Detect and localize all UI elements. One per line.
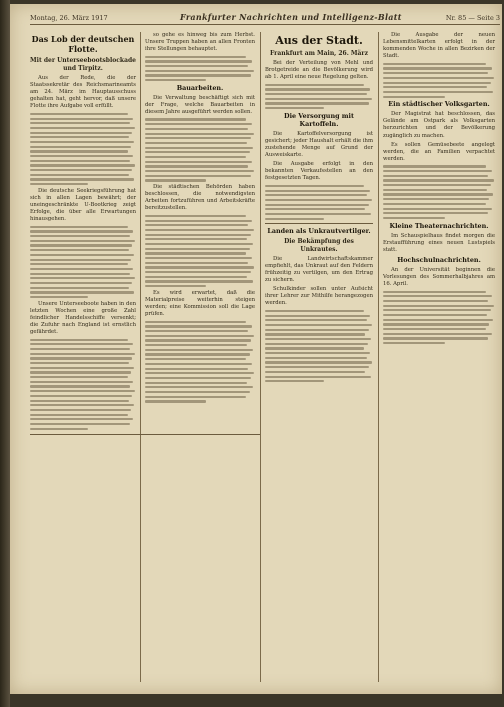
print-line	[30, 244, 132, 246]
print-line	[145, 368, 248, 370]
print-line	[265, 204, 369, 206]
text-lines	[145, 321, 255, 403]
print-line	[145, 234, 251, 236]
paragraph: Die Ausgabe erfolgt in den bekannten Verkaufsstellen an den festgesetzten Tagen.	[265, 161, 373, 182]
print-line	[145, 382, 247, 384]
print-line	[145, 220, 252, 222]
print-line	[30, 390, 135, 392]
print-line	[145, 335, 254, 337]
print-line	[265, 366, 369, 368]
masthead: Frankfurter Nachrichten und Intelligenz-Blatt	[180, 12, 402, 22]
print-line	[145, 142, 247, 144]
print-line	[30, 348, 130, 350]
print-line	[145, 70, 254, 72]
print-line	[265, 371, 365, 373]
print-line	[30, 230, 133, 232]
paragraph: Die deutsche Seekriegsführung hat sich in allen Lagen bewährt; der uneingeschränkte U-Bootkrieg zeigt Erfolge, die über alle Erwartungen hinausgehen.	[30, 187, 136, 223]
print-line	[265, 102, 369, 104]
print-line	[265, 84, 364, 86]
header-date: Montag, 26. März 1917	[30, 14, 108, 22]
article-subtitle: Mit der Unterseebootsblockade und Tirpitz.	[30, 57, 136, 72]
text-lines	[30, 339, 136, 430]
print-line	[30, 118, 133, 120]
print-line	[145, 156, 246, 158]
column-divider	[140, 32, 141, 682]
print-line	[145, 396, 246, 398]
paragraph: Der Magistrat hat beschlossen, das Gelände am Ostpark als Volksgarten herzurichten und der Bevölkerung zugänglich zu machen.	[383, 111, 495, 139]
print-line	[30, 277, 135, 279]
print-line	[30, 136, 129, 138]
print-line	[383, 319, 493, 321]
print-line	[30, 254, 134, 256]
print-line	[30, 259, 131, 261]
section-heading: Bauarbeiten.	[176, 83, 224, 92]
print-line	[145, 252, 246, 254]
print-line	[145, 386, 253, 388]
print-line	[145, 65, 248, 67]
print-line	[30, 146, 131, 148]
text-lines	[383, 165, 495, 219]
column-3	[265, 32, 373, 682]
page-header	[30, 10, 500, 25]
print-line	[30, 183, 88, 185]
print-line	[265, 376, 371, 378]
print-line	[265, 338, 371, 340]
print-line	[383, 91, 493, 93]
print-line	[145, 363, 252, 365]
print-line	[383, 184, 491, 186]
print-line	[30, 178, 134, 180]
print-line	[30, 395, 132, 397]
print-line	[145, 349, 253, 351]
print-line	[145, 60, 252, 62]
print-line	[145, 325, 252, 327]
print-line	[383, 96, 445, 98]
print-line	[30, 164, 135, 166]
print-line	[383, 217, 445, 219]
print-line	[30, 418, 133, 420]
paragraph: Bei der Verteilung von Mehl und Brotgetreide an die Bevölkerung wird ab 1. April eine neue Regelung gelten.	[265, 60, 373, 81]
print-line	[30, 291, 134, 293]
print-line	[30, 376, 128, 378]
print-line	[30, 122, 130, 124]
print-line	[265, 347, 364, 349]
print-line	[145, 266, 254, 268]
print-line	[30, 113, 128, 115]
print-line	[145, 133, 254, 135]
newspaper-page	[10, 4, 502, 694]
section-heading: Landen als Unkrautvertilger.	[267, 226, 371, 235]
paragraph: so gehe es hinweg bis zum Herbst. Unsere Truppen haben an allen Fronten ihre Stellungen behauptet.	[145, 32, 255, 53]
print-line	[145, 339, 251, 341]
print-line	[383, 193, 493, 195]
print-line	[383, 295, 492, 297]
print-line	[145, 321, 246, 323]
print-line	[145, 391, 250, 393]
section-heading: Die Versorgung mit Kartoffeln.	[284, 111, 354, 128]
paragraph: Die Verwaltung beschäftigt sich mit der Frage, welche Bauarbeiten in diesem Jahre ausgeführt werden sollen.	[145, 94, 255, 115]
print-line	[265, 361, 372, 363]
print-line	[30, 339, 128, 341]
print-line	[383, 175, 488, 177]
print-line	[383, 77, 494, 79]
print-line	[145, 215, 246, 217]
print-line	[30, 385, 130, 387]
print-line	[30, 235, 130, 237]
print-line	[30, 287, 129, 289]
print-line	[383, 189, 487, 191]
print-line	[30, 353, 135, 355]
print-line	[30, 155, 133, 157]
print-line	[265, 213, 371, 215]
column-2	[145, 32, 255, 682]
print-line	[383, 82, 491, 84]
print-line	[383, 72, 488, 74]
print-line	[383, 323, 489, 325]
print-line	[30, 226, 128, 228]
horizontal-divider	[30, 434, 260, 435]
print-line	[265, 329, 369, 331]
paragraph: Es wird erwartet, daß die Materialpreise weiterhin steigen werden; eine Kommission soll die Lage prüfen.	[145, 289, 255, 318]
text-lines	[383, 291, 495, 345]
print-line	[145, 179, 206, 181]
print-line	[30, 404, 134, 406]
print-line	[383, 170, 492, 172]
print-line	[383, 314, 487, 316]
paragraph: Im Schauspielhaus findet morgen die Erstaufführung eines neuen Lustspiels statt.	[383, 232, 495, 253]
print-line	[145, 170, 254, 172]
print-line	[145, 128, 248, 130]
print-line	[30, 282, 132, 284]
print-line	[265, 315, 370, 317]
print-line	[145, 344, 247, 346]
print-line	[265, 310, 364, 312]
print-line	[30, 414, 128, 416]
print-line	[265, 93, 367, 95]
print-line	[145, 151, 250, 153]
section-heading: Hochschulnachrichten.	[397, 255, 481, 264]
print-line	[30, 381, 133, 383]
print-line	[145, 271, 251, 273]
print-line	[30, 362, 129, 364]
print-line	[145, 165, 248, 167]
print-line	[383, 333, 492, 335]
paragraph: Unsere Unterseeboote haben in den letzten Wochen eine große Zahl feindlicher Handelsschiffe versenkt; die Zufuhr nach England ist ernstlich gefährdet.	[30, 300, 136, 336]
print-line	[265, 333, 365, 335]
print-line	[265, 88, 370, 90]
print-line	[383, 212, 488, 214]
paragraph: Die städtischen Behörden haben beschlossen, die notwendigsten Arbeiten fortzuführen und Arbeitskräfte bereitzustellen.	[145, 184, 255, 212]
print-line	[145, 358, 246, 360]
column-1	[30, 32, 136, 682]
print-line	[265, 319, 367, 321]
print-line	[30, 296, 88, 298]
print-line	[383, 305, 494, 307]
paragraph: Es sollen Gemüsebeete angelegt werden, die an Familien verpachtet werden.	[383, 141, 495, 162]
print-line	[383, 63, 486, 65]
print-line	[145, 330, 248, 332]
text-lines	[145, 118, 255, 181]
text-lines	[145, 56, 255, 82]
print-line	[383, 291, 486, 293]
text-lines	[383, 63, 495, 98]
print-line	[265, 208, 365, 210]
print-line	[30, 428, 88, 430]
section-heading: Kleine Theaternachrichten.	[389, 221, 489, 230]
print-line	[265, 194, 367, 196]
print-line	[30, 132, 132, 134]
text-lines	[265, 185, 373, 220]
print-line	[30, 160, 130, 162]
print-line	[145, 137, 251, 139]
print-line	[383, 328, 486, 330]
text-lines	[30, 226, 136, 299]
print-line	[145, 79, 206, 81]
print-line	[30, 273, 130, 275]
paragraph: Die Kartoffelversorgung ist gesichert; jeder Haushalt erhält die ihm zustehende Menge auf Grund der Ausweiskarte.	[265, 130, 373, 159]
print-line	[145, 56, 246, 58]
print-line	[145, 377, 251, 379]
print-line	[30, 169, 132, 171]
book-spine	[0, 0, 10, 707]
print-line	[30, 367, 134, 369]
print-line	[30, 127, 135, 129]
print-line	[145, 280, 253, 282]
column-divider	[260, 32, 261, 682]
print-line	[383, 86, 487, 88]
print-line	[145, 285, 206, 287]
section-subtitle: Frankfurt am Main, 26. März	[270, 50, 368, 57]
print-line	[30, 357, 132, 359]
print-line	[30, 150, 128, 152]
print-line	[383, 300, 488, 302]
print-line	[265, 185, 364, 187]
print-line	[30, 371, 131, 373]
print-line	[30, 343, 133, 345]
print-line	[383, 198, 489, 200]
print-line	[145, 257, 252, 259]
print-line	[145, 243, 253, 245]
paragraph: Schulkinder sollen unter Aufsicht ihrer Lehrer zur Mithilfe herangezogen werden.	[265, 286, 373, 307]
paragraph: Die Ausgabe der neuen Lebensmittelkarten erfolgt in der kommenden Woche in allen Bezirken der Stadt.	[383, 32, 495, 60]
column-4	[383, 32, 495, 682]
print-line	[145, 248, 250, 250]
header-issue: Nr. 85 — Seite 3	[445, 14, 500, 22]
section-heading: Ein städtischer Volksgarten.	[388, 100, 490, 109]
text-lines	[265, 310, 373, 383]
print-line	[30, 249, 129, 251]
print-line	[265, 218, 324, 220]
print-line	[30, 141, 134, 143]
print-line	[145, 372, 254, 374]
section-title: Aus der Stadt.	[275, 34, 363, 47]
article-title: Das Lob der deutschen Flotte.	[31, 34, 135, 54]
column-divider	[378, 32, 379, 682]
print-line	[265, 190, 370, 192]
print-line	[145, 224, 248, 226]
print-line	[145, 262, 248, 264]
print-line	[383, 67, 492, 69]
print-line	[145, 123, 252, 125]
print-line	[383, 208, 492, 210]
print-line	[383, 203, 486, 205]
print-line	[30, 409, 131, 411]
paragraph: An der Universität beginnen die Vorlesungen des Sommerhalbjahres am 16. April.	[383, 266, 495, 288]
print-line	[145, 175, 251, 177]
text-lines	[265, 84, 373, 110]
paragraph: Die Landwirtschaftskammer empfiehlt, das Unkraut auf den Feldern frühzeitig zu vertilgen, um den Ertrag zu sichern.	[265, 255, 373, 284]
print-line	[30, 400, 129, 402]
print-line	[145, 229, 254, 231]
print-line	[145, 400, 206, 402]
print-line	[145, 118, 246, 120]
print-line	[265, 380, 324, 382]
text-lines	[145, 215, 255, 288]
print-line	[265, 352, 370, 354]
print-line	[145, 74, 251, 76]
paragraph: Aus der Rede, die der Staatssekretär des Reichsmarineamts am 24. März im Hauptausschuss gehalten hat, geht hervor, daß unsere Flotte ihre Aufgabe voll erfüllt.	[30, 75, 136, 110]
print-line	[383, 165, 486, 167]
print-line	[30, 268, 133, 270]
print-line	[145, 353, 250, 355]
print-line	[383, 337, 488, 339]
print-line	[383, 309, 491, 311]
print-line	[30, 174, 129, 176]
print-line	[265, 357, 367, 359]
section-subtitle: Die Bekämpfung des Unkrautes.	[284, 237, 354, 253]
print-line	[265, 324, 372, 326]
print-line	[265, 107, 324, 109]
print-line	[30, 423, 130, 425]
print-line	[30, 240, 135, 242]
print-line	[265, 98, 372, 100]
print-line	[145, 147, 253, 149]
print-line	[383, 179, 494, 181]
print-line	[30, 263, 128, 265]
print-line	[145, 276, 247, 278]
print-line	[265, 343, 368, 345]
print-line	[145, 161, 252, 163]
text-lines	[30, 113, 136, 186]
print-line	[145, 238, 247, 240]
print-line	[383, 342, 445, 344]
print-line	[265, 199, 372, 201]
